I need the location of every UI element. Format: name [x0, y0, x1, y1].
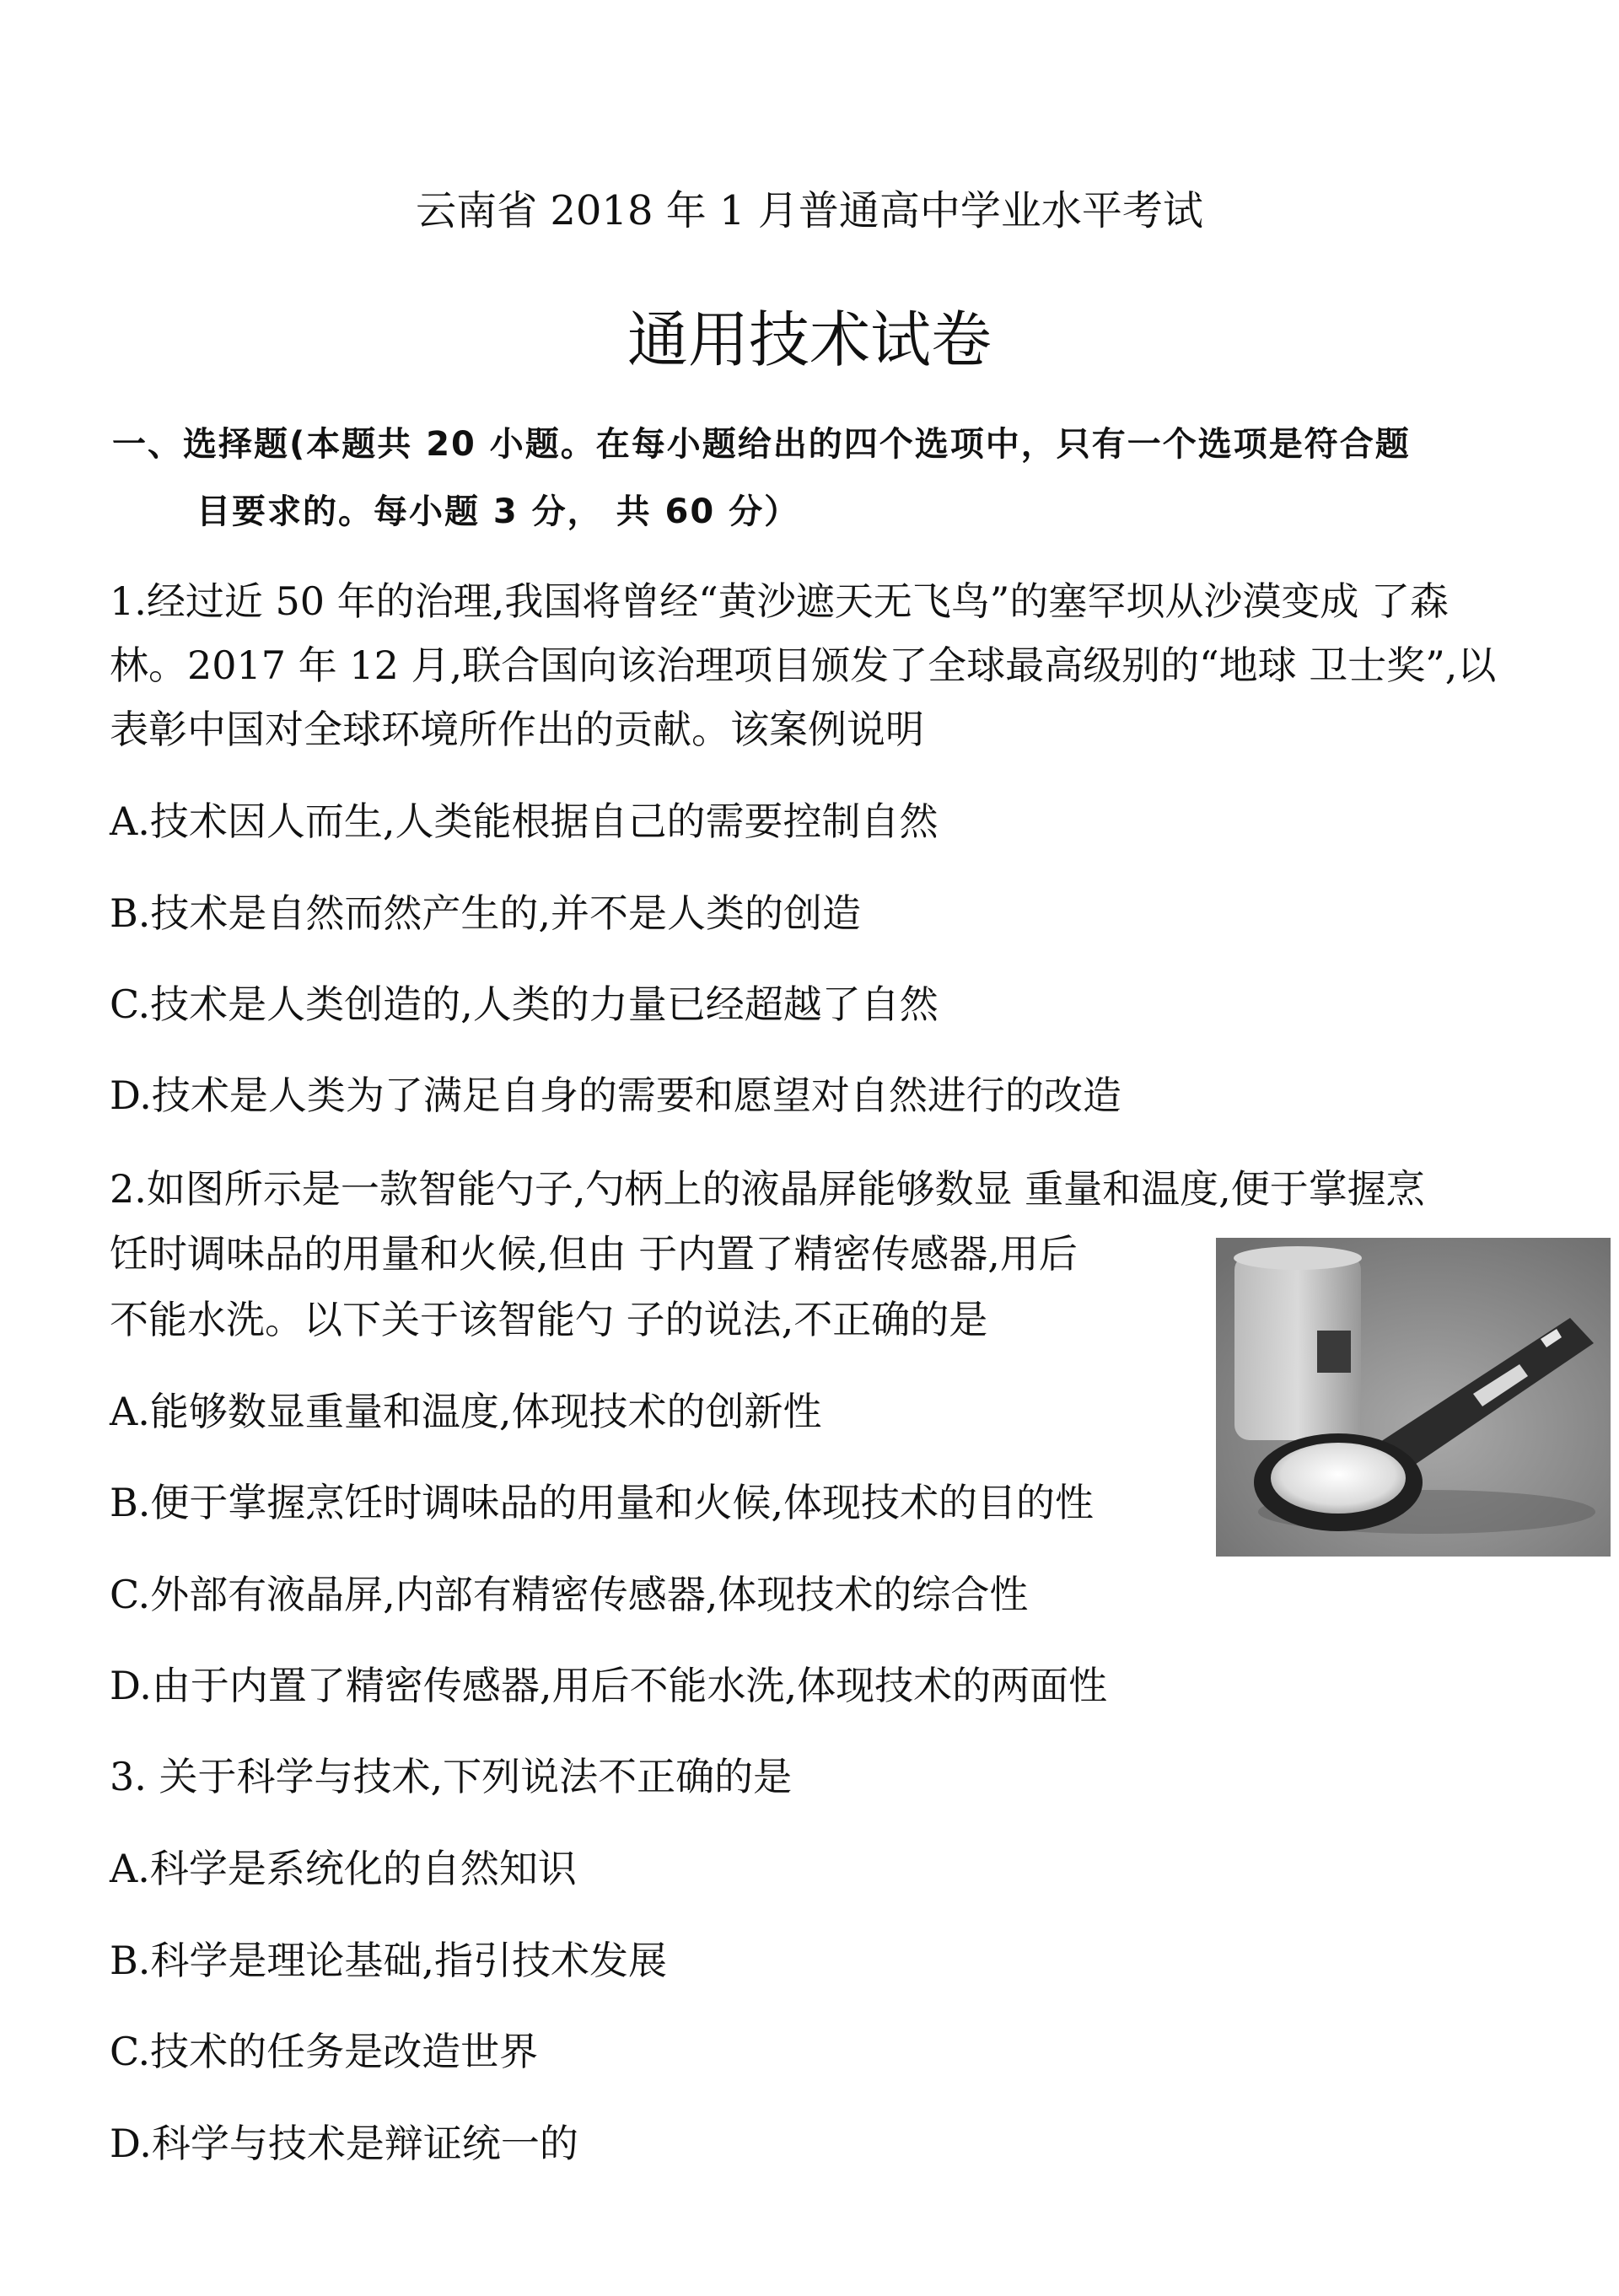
question-3-stem-line1: 3. 关于科学与技术,下列说法不正确的是: [110, 1754, 793, 1799]
section-heading-line2: 目要求的。每小题 3 分， 共 60 分）: [196, 492, 800, 531]
question-2-option-a: A.能够数显重量和温度,体现技术的创新性: [110, 1389, 822, 1434]
question-2-stem-line3: 不能水洗。以下关于该智能勺 子的说法,不正确的是: [110, 1297, 988, 1342]
question-1-option-c: C.技术是人类创造的,人类的力量已经超越了自然: [110, 981, 939, 1027]
question-2-option-b: B.便于掌握烹饪时调味品的用量和火候,体现技术的目的性: [110, 1480, 1095, 1525]
question-1-stem-line2: 林。2017 年 12 月,联合国向该治理项目颁发了全球最高级别的“地球 卫士奖”,以: [110, 643, 1497, 688]
question-1-option-d: D.技术是人类为了满足自身的需要和愿望对自然进行的改造: [110, 1073, 1121, 1118]
question-2-stem-line2: 饪时调味品的用量和火候,但由 于内置了精密传感器,用后: [110, 1231, 1078, 1277]
question-3-option-a: A.科学是系统化的自然知识: [110, 1846, 577, 1891]
question-1-stem-line3: 表彰中国对全球环境所作出的贡献。该案例说明: [110, 707, 924, 752]
section-heading-line1: 一、选择题(本题共 20 小题。在每小题给出的四个选项中，只有一个选项是符合题: [112, 425, 1411, 464]
subject-title: 通用技术试卷: [627, 304, 992, 375]
question-2-stem-line1: 2.如图所示是一款智能勺子,勺柄上的液晶屏能够数显 重量和温度,便于掌握烹: [110, 1166, 1425, 1212]
smart-spoon-photo-icon: [1216, 1238, 1611, 1557]
question-2-option-c: C.外部有液晶屏,内部有精密传感器,体现技术的综合性: [110, 1572, 1029, 1617]
question-3-option-c: C.技术的任务是改造世界: [110, 2029, 539, 2074]
question-3-option-b: B.科学是理论基础,指引技术发展: [110, 1938, 668, 1983]
question-3-option-d: D.科学与技术是辩证统一的: [110, 2121, 578, 2166]
question-1-option-b: B.技术是自然而然产生的,并不是人类的创造: [110, 890, 862, 936]
question-1-option-a: A.技术因人而生,人类能根据自己的需要控制自然: [110, 798, 939, 844]
question-1-stem-line1: 1.经过近 50 年的治理,我国将曾经“黄沙遮天无飞鸟”的塞罕坝从沙漠变成 了森: [110, 578, 1449, 624]
exam-title: 云南省 2018 年 1 月普通高中学业水平考试: [416, 187, 1203, 234]
question-2-option-d: D.由于内置了精密传感器,用后不能水洗,体现技术的两面性: [110, 1663, 1108, 1708]
